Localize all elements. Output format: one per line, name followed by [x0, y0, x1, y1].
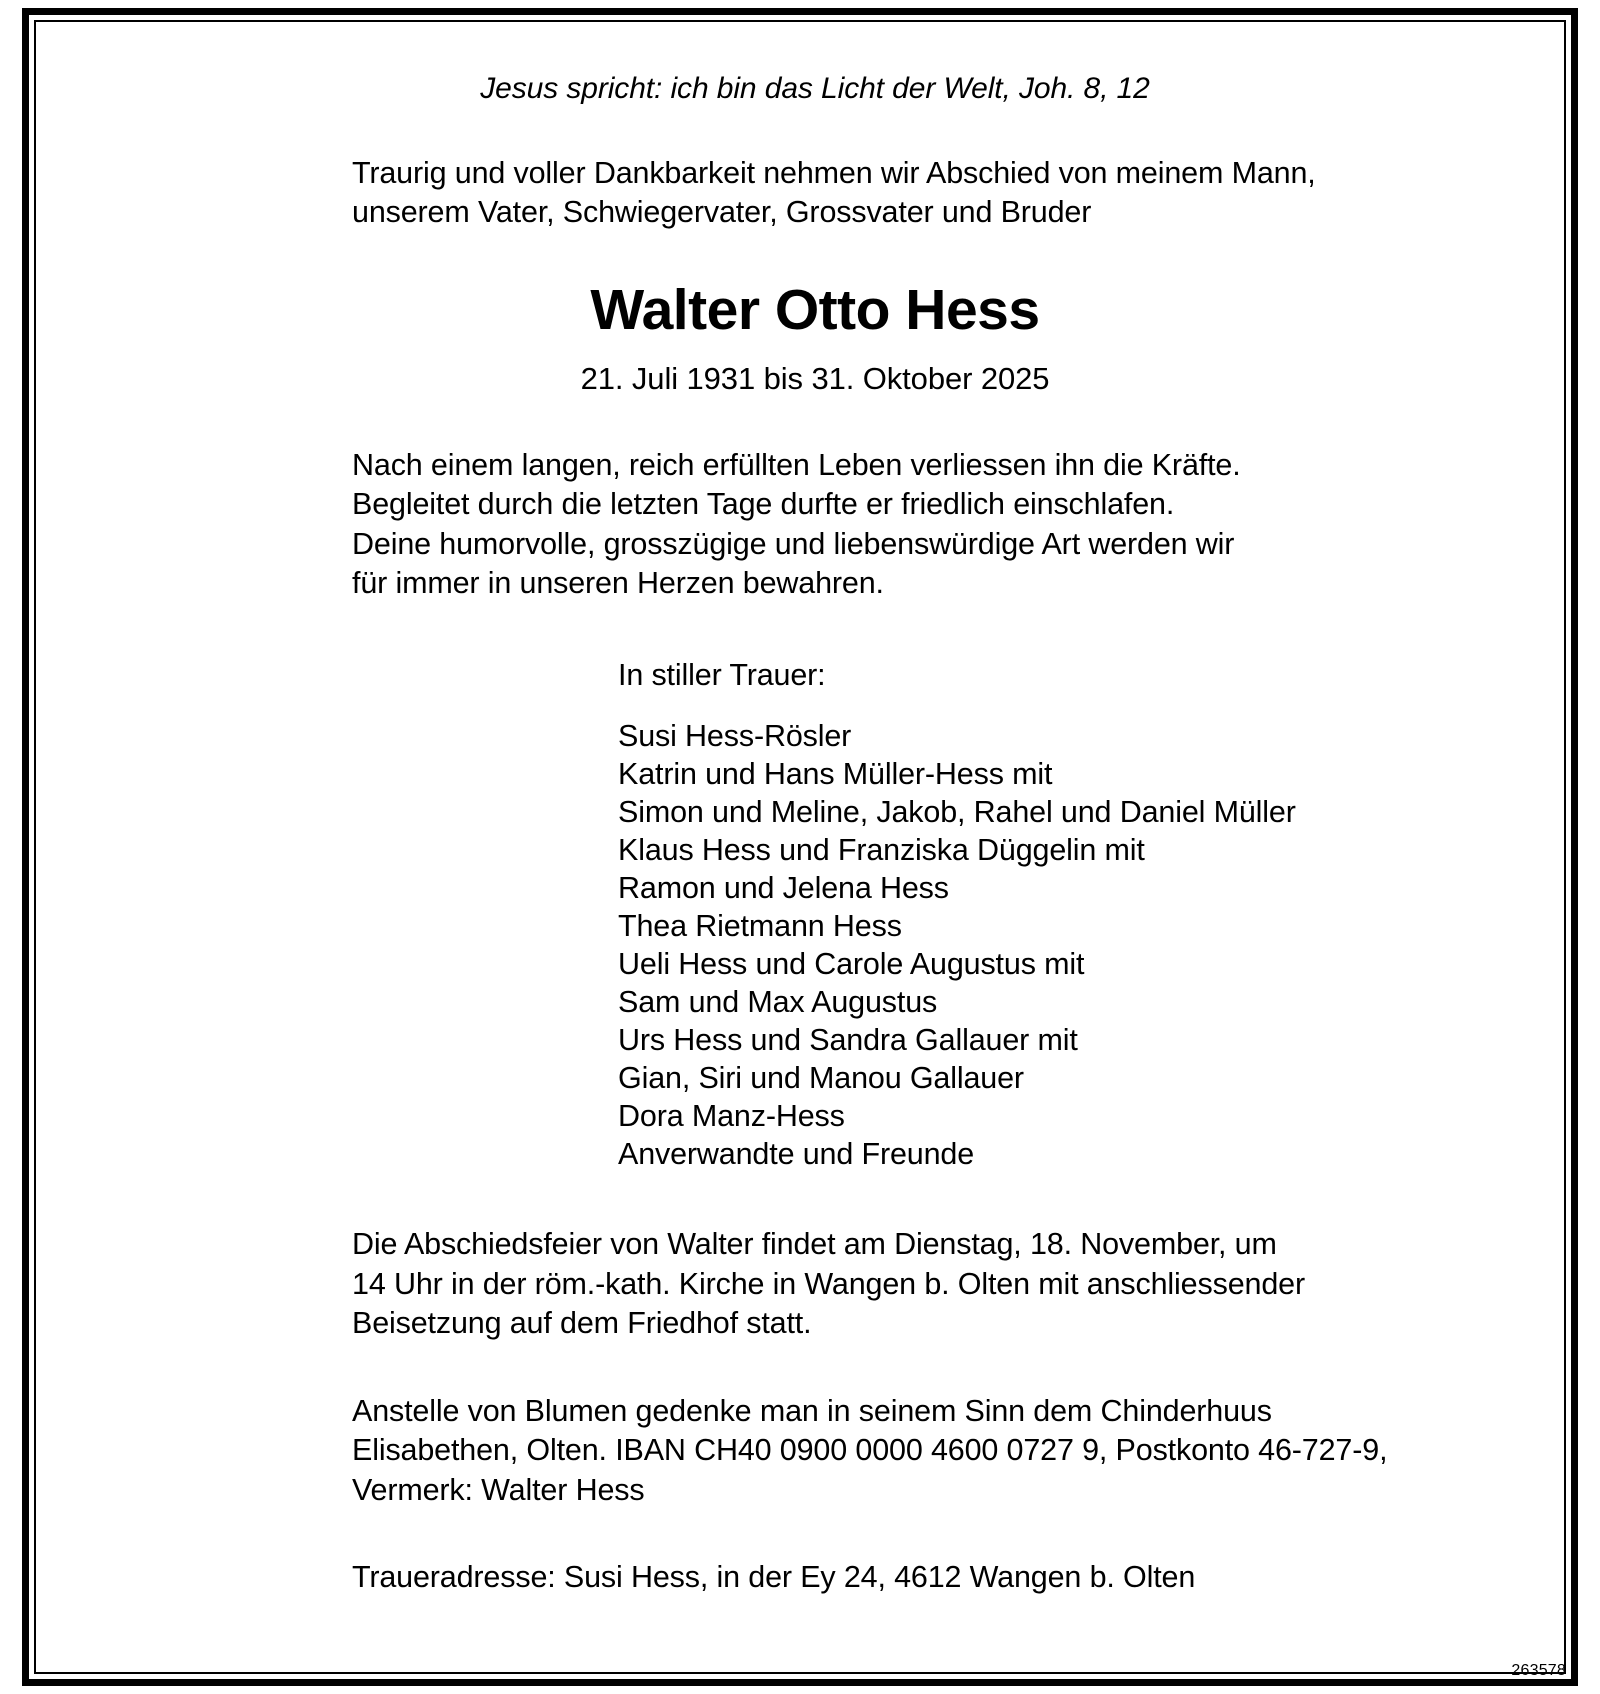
mourners-heading: In stiller Trauer:	[618, 657, 826, 692]
eulogy-line: für immer in unseren Herzen bewahren.	[352, 566, 884, 601]
donation-line: Anstelle von Blumen gedenke man in seinem Sinn dem Chinderhuus	[352, 1393, 1272, 1428]
list-item: Urs Hess und Sandra Gallauer mit	[618, 1023, 1078, 1058]
list-item: Klaus Hess und Franziska Düggelin mit	[618, 833, 1145, 868]
list-item: Anverwandte und Freunde	[618, 1137, 975, 1172]
list-item: Simon und Meline, Jakob, Rahel und Daniel Müller	[618, 795, 1296, 830]
ceremony-line: Beisetzung auf dem Friedhof statt.	[352, 1306, 812, 1341]
intro-line: Traurig und voller Dankbarkeit nehmen wir Abschied von meinem Mann,	[352, 155, 1316, 190]
donation-line: Vermerk: Walter Hess	[352, 1472, 645, 1507]
list-item: Susi Hess-Rösler	[618, 719, 852, 754]
donation-paragraph	[352, 1392, 1560, 1511]
eulogy-line: Deine humorvolle, grosszügige und liebenswürdige Art werden wir	[352, 526, 1235, 561]
mourners-section	[618, 656, 1560, 1174]
ceremony-line: Die Abschiedsfeier von Walter findet am Dienstag, 18. November, um	[352, 1227, 1277, 1262]
eulogy-paragraph	[352, 446, 1560, 604]
eulogy-line: Nach einem langen, reich erfüllten Leben verliessen ihn die Kräfte.	[352, 447, 1241, 482]
ceremony-paragraph	[352, 1225, 1560, 1344]
deceased-name: Walter Otto Hess	[590, 277, 1040, 342]
list-item: Sam und Max Augustus	[618, 985, 938, 1020]
reference-number: 263578	[1511, 1662, 1566, 1679]
list-item: Dora Manz-Hess	[618, 1099, 845, 1134]
mourning-address-line: Traueradresse: Susi Hess, in der Ey 24, 4612 Wangen b. Olten	[352, 1560, 1196, 1595]
life-dates: 21. Juli 1931 bis 31. Oktober 2025	[580, 361, 1050, 397]
list-item: Ramon und Jelena Hess	[618, 871, 949, 906]
eulogy-line: Begleitet durch die letzten Tage durfte er friedlich einschlafen.	[352, 487, 1175, 522]
notice-content	[40, 22, 1560, 1684]
mourning-address-paragraph	[352, 1558, 1560, 1598]
ceremony-line: 14 Uhr in der röm.-kath. Kirche in Wangen b. Olten mit anschliessender	[352, 1266, 1305, 1301]
intro-line: unserem Vater, Schwiegervater, Grossvater und Bruder	[352, 195, 1092, 229]
list-item: Katrin und Hans Müller-Hess mit	[618, 757, 1053, 792]
list-item: Gian, Siri und Manou Gallauer	[618, 1061, 1024, 1096]
list-item: Thea Rietmann Hess	[618, 909, 902, 944]
bible-verse: Jesus spricht: ich bin das Licht der Welt, Joh. 8, 12	[480, 72, 1150, 105]
intro-paragraph	[352, 154, 1560, 233]
mourners-list	[618, 717, 1560, 1173]
donation-line: Elisabethen, Olten. IBAN CH40 0900 0000 4600 0727 9, Postkonto 46-727-9,	[352, 1433, 1388, 1468]
list-item: Ueli Hess und Carole Augustus mit	[618, 947, 1085, 982]
